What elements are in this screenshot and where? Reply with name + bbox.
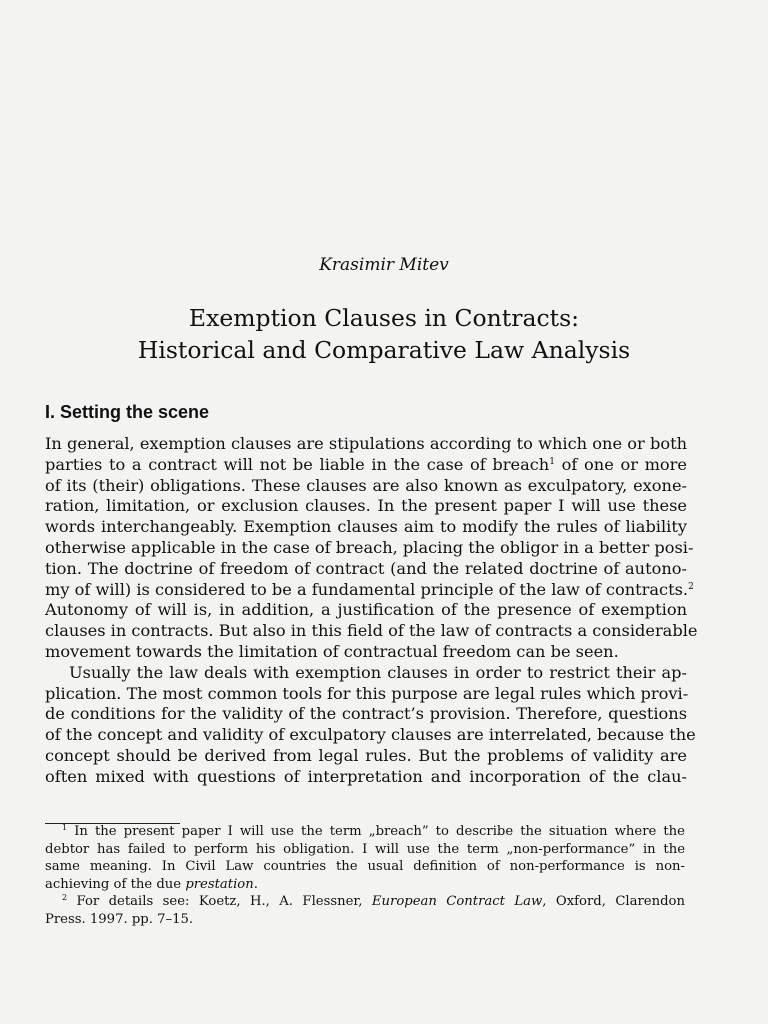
body-line: of the concept and validity of exculpatory clauses are interrelated, because the bbox=[45, 725, 696, 745]
footnote-number: 1 bbox=[62, 823, 68, 832]
footnote-ref-2[interactable]: 2 bbox=[688, 581, 694, 592]
footnote-text: In the present paper I will use the term „breach” to describe the situation where the bbox=[74, 824, 685, 839]
body-line bbox=[45, 455, 687, 476]
section-heading: I. Setting the scene bbox=[45, 402, 210, 422]
body-line: ration, limitation, or exclusion clauses. In the present paper I will use these bbox=[45, 496, 687, 516]
author-name: Krasimir Mitev bbox=[319, 255, 449, 275]
footnote-line: debtor has failed to perform his obligation. I will use the term „non-performance” in the bbox=[45, 841, 685, 857]
body-line: tion. The doctrine of freedom of contract (and the related doctrine of autono- bbox=[45, 558, 687, 578]
footnote-text: For details see: Koetz, H., A. Flessner, bbox=[76, 894, 363, 910]
footnote-2 bbox=[45, 893, 685, 911]
body-line: otherwise applicable in the case of breach, placing the obligor in a better posi- bbox=[45, 537, 694, 557]
article-title bbox=[0, 302, 768, 366]
body-line: In general, exemption clauses are stipulations according to which one or both bbox=[45, 434, 687, 453]
body-line: plication. The most common tools for this purpose are legal rules which provi- bbox=[45, 683, 689, 703]
footnote-line: Press. 1997. pp. 7–15. bbox=[45, 911, 194, 927]
footnote-italic-title: European Contract Law bbox=[371, 894, 543, 910]
body-line: Usually the law deals with exemption clauses in order to restrict their ap- bbox=[69, 662, 687, 682]
body-line: de conditions for the validity of the contract’s provision. Therefore, questions bbox=[45, 704, 687, 724]
body-line: of its (their) obligations. These clauses are also known as exculpatory, exone- bbox=[45, 475, 687, 495]
title-line-1: Exemption Clauses in Contracts: bbox=[188, 304, 580, 332]
body-line-text: my of will) is considered to be a fundamental principle of the law of contracts. bbox=[45, 579, 689, 599]
body-line: Autonomy of will is, in addition, a justification of the presence of exemption bbox=[45, 600, 687, 620]
body-line: concept should be derived from legal rules. But the problems of validity are bbox=[45, 745, 687, 765]
footnote-line: same meaning. In Civil Law countries the usual definition of non-performance is non- bbox=[45, 859, 685, 875]
footnotes bbox=[45, 823, 685, 929]
footnote-text: , Oxford, Clarendon bbox=[542, 894, 685, 910]
footnote-line bbox=[45, 876, 685, 894]
body-line: clauses in contracts. But also in this field of the law of contracts a considerable bbox=[45, 621, 698, 641]
footnote-text: . bbox=[253, 876, 258, 892]
footnote-italic-term: prestation bbox=[185, 876, 254, 892]
body-text bbox=[45, 434, 698, 788]
body-line: movement towards the limitation of contractual freedom can be seen. bbox=[45, 641, 619, 661]
body-line bbox=[45, 579, 694, 601]
body-line: often mixed with questions of interpretation and incorporation of the clau- bbox=[45, 766, 687, 786]
footnote-number: 2 bbox=[62, 893, 68, 903]
body-line-text: of one or more bbox=[561, 454, 688, 474]
footnote-ref-1[interactable]: 1 bbox=[549, 456, 555, 467]
body-line-text: parties to a contract will not be liable in the case of breach bbox=[45, 454, 550, 474]
footnote-1 bbox=[45, 823, 685, 841]
footnote-text: achieving of the due bbox=[45, 876, 182, 892]
title-line-2: Historical and Comparative Law Analysis bbox=[137, 336, 631, 364]
body-line: words interchangeably. Exemption clauses aim to modify the rules of liability bbox=[45, 517, 687, 537]
